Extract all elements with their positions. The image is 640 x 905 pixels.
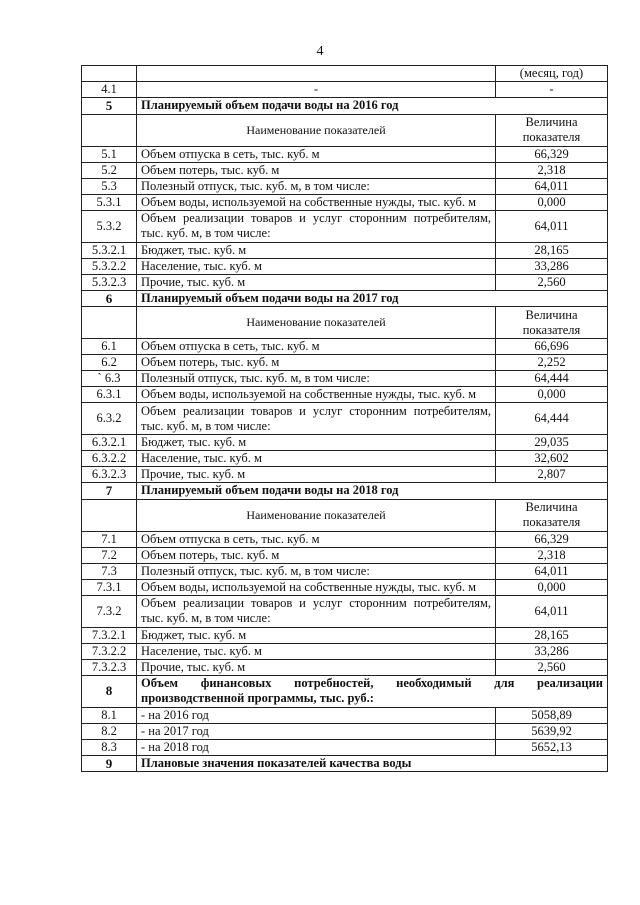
indicator-value: 0,000 bbox=[496, 579, 608, 595]
table-row bbox=[82, 675, 608, 707]
indicator-name: Объем воды, используемой на собственные нужды, тыс. куб. м bbox=[137, 194, 496, 210]
table-row bbox=[82, 242, 608, 258]
indicator-value: 32,602 bbox=[496, 451, 608, 467]
table-row bbox=[82, 146, 608, 162]
column-header-name: Наименование показателей bbox=[137, 307, 496, 339]
indicator-value: 33,286 bbox=[496, 643, 608, 659]
indicator-value: 64,011 bbox=[496, 178, 608, 194]
indicator-name-line: тыс. куб. м, в том числе: bbox=[141, 226, 271, 241]
indicator-name: Объем воды, используемой на собственные нужды, тыс. куб. м bbox=[137, 387, 496, 403]
indicator-name bbox=[137, 210, 496, 242]
table-row bbox=[82, 194, 608, 210]
indicator-value: 2,807 bbox=[496, 467, 608, 483]
indicator-name-line: тыс. куб. м, в том числе: bbox=[141, 418, 271, 433]
table-row bbox=[82, 178, 608, 194]
row-number: 5.3.2.1 bbox=[82, 242, 137, 258]
table-row bbox=[82, 98, 608, 115]
row-number: 6.2 bbox=[82, 355, 137, 371]
table-body bbox=[82, 66, 608, 772]
row-number: 5.3 bbox=[82, 178, 137, 194]
indicator-value: 5652,13 bbox=[496, 739, 608, 755]
indicator-name-line: Объем реализации товаров и услуг сторонним потребителям, bbox=[141, 211, 491, 226]
table-row bbox=[82, 547, 608, 563]
page-number: 4 bbox=[316, 44, 324, 59]
table-row bbox=[82, 627, 608, 643]
row-number: 7.2 bbox=[82, 547, 137, 563]
table-row bbox=[82, 339, 608, 355]
indicator-name: - bbox=[137, 82, 496, 98]
indicator-name: Полезный отпуск, тыс. куб. м, в том числе: bbox=[137, 178, 496, 194]
indicator-name: Население, тыс. куб. м bbox=[137, 258, 496, 274]
table-row bbox=[82, 499, 608, 531]
table-row bbox=[82, 755, 608, 772]
column-header-name: Наименование показателей bbox=[137, 114, 496, 146]
section-title: Планируемый объем подачи воды на 2017 год bbox=[137, 290, 608, 307]
indicator-value: 66,329 bbox=[496, 531, 608, 547]
section-title-line: Объем финансовых потребностей, необходимый для реализации bbox=[141, 676, 603, 691]
row-number: 8.3 bbox=[82, 739, 137, 755]
indicator-name: Полезный отпуск, тыс. куб. м, в том числе: bbox=[137, 371, 496, 387]
section-number: 8 bbox=[82, 675, 137, 707]
unit-label: (месяц, год) bbox=[496, 66, 608, 82]
section-title: Планируемый объем подачи воды на 2018 год bbox=[137, 483, 608, 500]
table-row bbox=[82, 403, 608, 435]
table-row bbox=[82, 307, 608, 339]
indicator-name: Прочие, тыс. куб. м bbox=[137, 467, 496, 483]
indicator-name: Бюджет, тыс. куб. м bbox=[137, 627, 496, 643]
indicator-value: 2,252 bbox=[496, 355, 608, 371]
table-row bbox=[82, 274, 608, 290]
indicator-value: 2,560 bbox=[496, 274, 608, 290]
section-number: 5 bbox=[82, 98, 137, 115]
indicator-name: - на 2018 год bbox=[137, 739, 496, 755]
section-title: Плановые значения показателей качества воды bbox=[137, 755, 608, 772]
indicator-value: 64,444 bbox=[496, 403, 608, 435]
table-row bbox=[82, 258, 608, 274]
table-row bbox=[82, 355, 608, 371]
row-number: 6.3.2 bbox=[82, 403, 137, 435]
indicator-name: Население, тыс. куб. м bbox=[137, 643, 496, 659]
indicator-value: 28,165 bbox=[496, 627, 608, 643]
indicator-name: Объем потерь, тыс. куб. м bbox=[137, 162, 496, 178]
indicator-value: 28,165 bbox=[496, 242, 608, 258]
indicator-value: 0,000 bbox=[496, 387, 608, 403]
table-row bbox=[82, 531, 608, 547]
row-number: 5.3.2 bbox=[82, 210, 137, 242]
indicator-name-line: Объем реализации товаров и услуг сторонним потребителям, bbox=[141, 403, 491, 418]
table-row bbox=[82, 66, 608, 82]
row-number: 7.3.2.1 bbox=[82, 627, 137, 643]
section-title-line: производственной программы, тыс. руб.: bbox=[141, 691, 374, 706]
indicator-name: Бюджет, тыс. куб. м bbox=[137, 435, 496, 451]
indicator-value: 33,286 bbox=[496, 258, 608, 274]
indicator-name bbox=[137, 595, 496, 627]
indicator-value: - bbox=[496, 82, 608, 98]
section-number: 6 bbox=[82, 290, 137, 307]
table-row bbox=[82, 162, 608, 178]
indicator-name: Объем отпуска в сеть, тыс. куб. м bbox=[137, 339, 496, 355]
table-row bbox=[82, 435, 608, 451]
row-number bbox=[82, 114, 137, 146]
row-number: 6.3.2.2 bbox=[82, 451, 137, 467]
row-number: 6.3.1 bbox=[82, 387, 137, 403]
table-row bbox=[82, 451, 608, 467]
indicator-name: - на 2017 год bbox=[137, 723, 496, 739]
indicator-value: 5058,89 bbox=[496, 707, 608, 723]
indicator-name: Прочие, тыс. куб. м bbox=[137, 274, 496, 290]
row-number: 7.3.2 bbox=[82, 595, 137, 627]
table-row bbox=[82, 723, 608, 739]
table-row bbox=[82, 595, 608, 627]
row-number: ` 6.3 bbox=[82, 371, 137, 387]
row-number: 7.3 bbox=[82, 563, 137, 579]
row-number: 7.3.1 bbox=[82, 579, 137, 595]
table-row bbox=[82, 563, 608, 579]
row-number: 6.1 bbox=[82, 339, 137, 355]
indicator-name: Объем потерь, тыс. куб. м bbox=[137, 355, 496, 371]
indicator-name: - на 2016 год bbox=[137, 707, 496, 723]
row-number bbox=[82, 499, 137, 531]
row-number: 5.1 bbox=[82, 146, 137, 162]
section-number: 9 bbox=[82, 755, 137, 772]
indicator-value: 66,329 bbox=[496, 146, 608, 162]
indicator-name: Объем отпуска в сеть, тыс. куб. м bbox=[137, 531, 496, 547]
table-row bbox=[82, 483, 608, 500]
indicator-value: 64,011 bbox=[496, 595, 608, 627]
row-number: 5.3.2.3 bbox=[82, 274, 137, 290]
table-row bbox=[82, 659, 608, 675]
row-number: 5.3.1 bbox=[82, 194, 137, 210]
indicator-value: 29,035 bbox=[496, 435, 608, 451]
table-row bbox=[82, 739, 608, 755]
indicator-name bbox=[137, 66, 496, 82]
indicator-name-line: Объем реализации товаров и услуг сторонним потребителям, bbox=[141, 596, 491, 611]
indicator-name-line: тыс. куб. м, в том числе: bbox=[141, 611, 271, 626]
column-header-value: Величина показателя bbox=[496, 307, 608, 339]
indicator-value: 64,011 bbox=[496, 210, 608, 242]
table-row bbox=[82, 114, 608, 146]
indicator-name: Объем отпуска в сеть, тыс. куб. м bbox=[137, 146, 496, 162]
table-row bbox=[82, 82, 608, 98]
table-row bbox=[82, 707, 608, 723]
row-number: 4.1 bbox=[82, 82, 137, 98]
column-header-value: Величина показателя bbox=[496, 499, 608, 531]
row-number: 6.3.2.1 bbox=[82, 435, 137, 451]
table-row bbox=[82, 643, 608, 659]
column-header-value: Величина показателя bbox=[496, 114, 608, 146]
row-number: 5.3.2.2 bbox=[82, 258, 137, 274]
indicators-table bbox=[81, 65, 608, 772]
row-number: 6.3.2.3 bbox=[82, 467, 137, 483]
row-number bbox=[82, 66, 137, 82]
indicator-name: Полезный отпуск, тыс. куб. м, в том числе: bbox=[137, 563, 496, 579]
table-row bbox=[82, 467, 608, 483]
row-number bbox=[82, 307, 137, 339]
row-number: 7.1 bbox=[82, 531, 137, 547]
indicator-name: Объем потерь, тыс. куб. м bbox=[137, 547, 496, 563]
indicator-name: Бюджет, тыс. куб. м bbox=[137, 242, 496, 258]
indicator-value: 2,318 bbox=[496, 547, 608, 563]
column-header-name: Наименование показателей bbox=[137, 499, 496, 531]
indicator-name: Объем воды, используемой на собственные нужды, тыс. куб. м bbox=[137, 579, 496, 595]
table-row bbox=[82, 290, 608, 307]
indicator-value: 2,318 bbox=[496, 162, 608, 178]
table-row bbox=[82, 387, 608, 403]
table-row bbox=[82, 210, 608, 242]
indicator-value: 5639,92 bbox=[496, 723, 608, 739]
row-number: 7.3.2.2 bbox=[82, 643, 137, 659]
section-title: Планируемый объем подачи воды на 2016 год bbox=[137, 98, 608, 115]
indicator-name: Население, тыс. куб. м bbox=[137, 451, 496, 467]
row-number: 8.1 bbox=[82, 707, 137, 723]
indicator-name bbox=[137, 403, 496, 435]
table-row bbox=[82, 371, 608, 387]
indicator-value: 64,444 bbox=[496, 371, 608, 387]
section-number: 7 bbox=[82, 483, 137, 500]
row-number: 8.2 bbox=[82, 723, 137, 739]
indicator-value: 66,696 bbox=[496, 339, 608, 355]
indicator-name: Прочие, тыс. куб. м bbox=[137, 659, 496, 675]
indicator-value: 2,560 bbox=[496, 659, 608, 675]
row-number: 7.3.2.3 bbox=[82, 659, 137, 675]
table-row bbox=[82, 579, 608, 595]
section-title bbox=[137, 675, 608, 707]
indicator-value: 0,000 bbox=[496, 194, 608, 210]
indicator-value: 64,011 bbox=[496, 563, 608, 579]
row-number: 5.2 bbox=[82, 162, 137, 178]
